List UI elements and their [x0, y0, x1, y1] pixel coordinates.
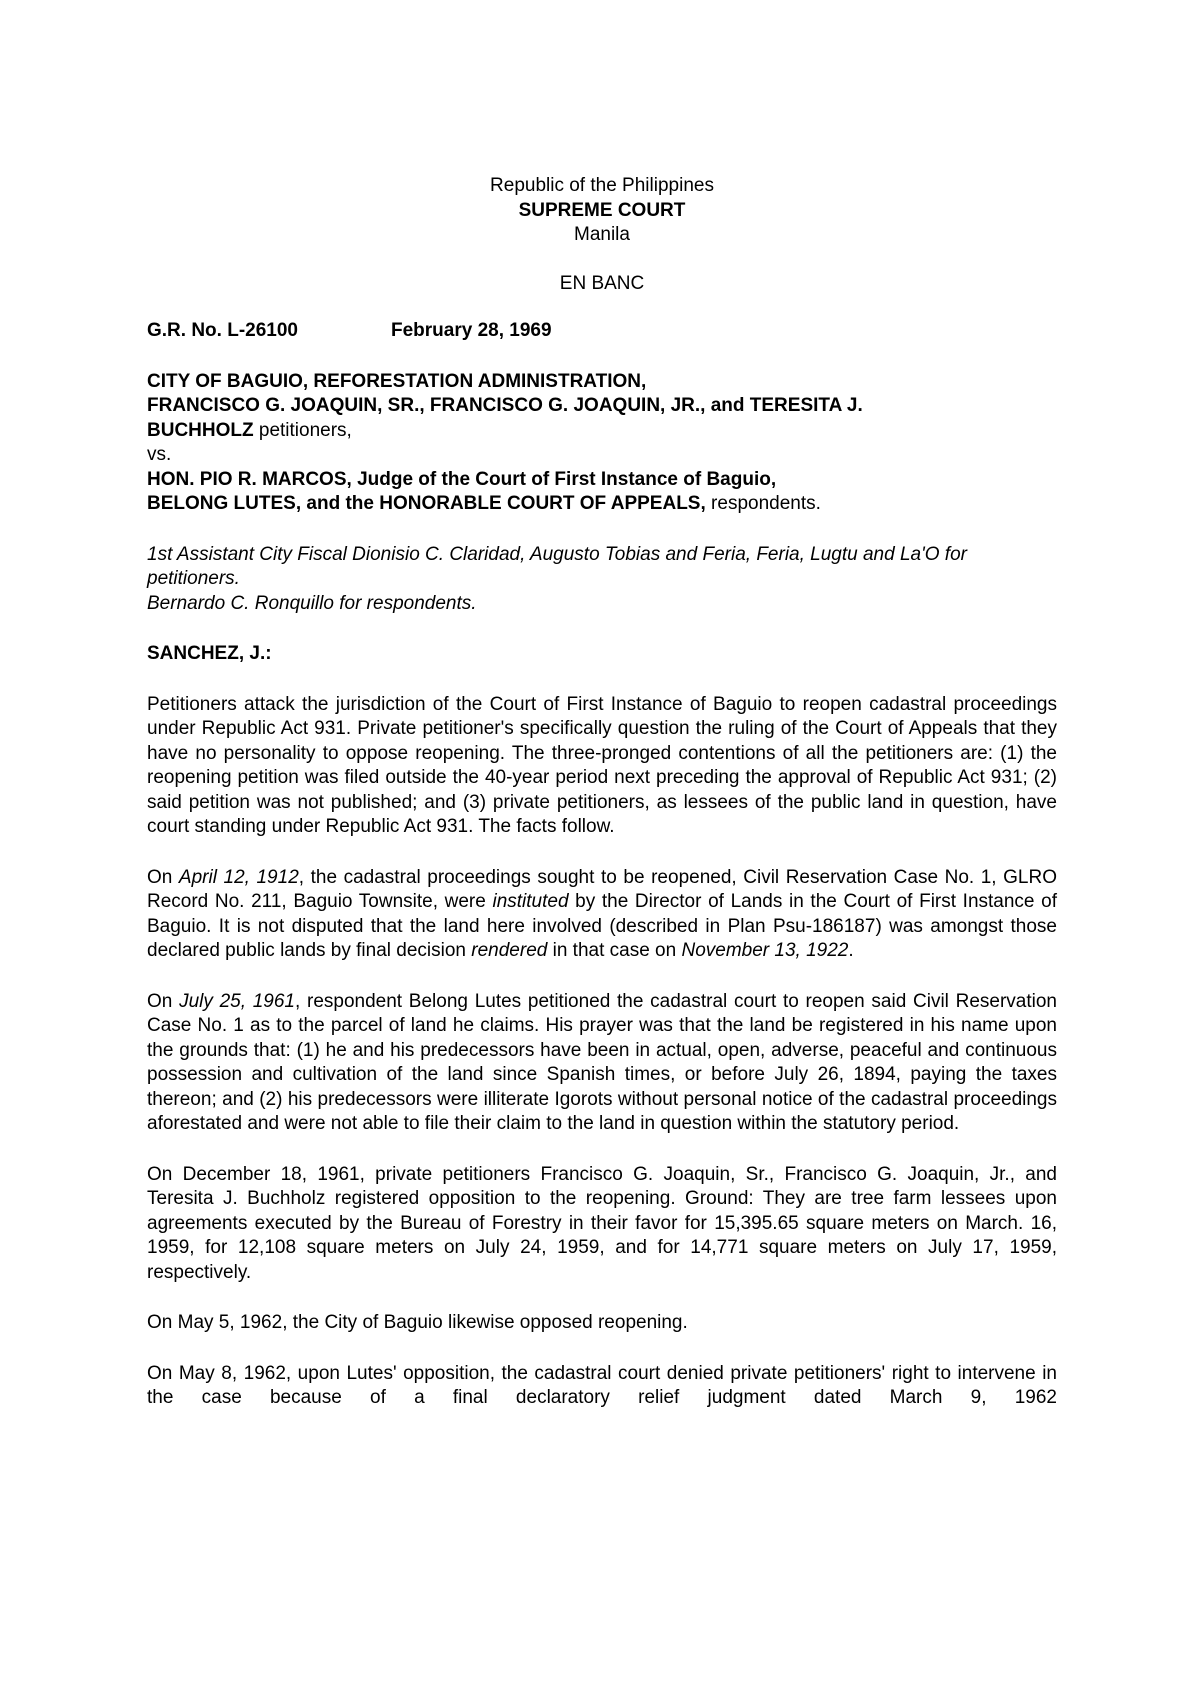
case-caption — [147, 319, 1057, 344]
respondents-line-2 — [147, 492, 1057, 517]
p3-text-2: , respondent Belong Lutes petitioned the cadastral court to reopen said Civil Reservation Case No. 1 as to the parcel of land he claims. His prayer was that the land be registered in his name upon the grounds that: (1) he and his predecessors have been in actual, open, adverse, peaceful and continuous possession and cultivation of the land since Spanish times, or before July 26, 1894, paying the taxes thereon; and (2) his predecessors were illiterate Igorots without personal notice of the cadastral proceedings aforestated and were not able to file their claim to the land in question within the statutory period. — [147, 990, 1057, 1134]
ponente: SANCHEZ, J.: — [147, 643, 272, 664]
petitioners-line-2: FRANCISCO G. JOAQUIN, SR., FRANCISCO G. JOAQUIN, JR., and TERESITA J. — [147, 395, 863, 416]
petitioners-line-3 — [147, 419, 1057, 444]
p2-text-5: . — [848, 940, 854, 961]
paragraph-3 — [147, 990, 1057, 1137]
paragraph-6: On May 8, 1962, upon Lutes' opposition, the cadastral court denied private petitioners' right to intervene in the case because of a final declaratory relief judgment dated March 9, 1962 — [147, 1362, 1057, 1408]
respondent-names: BELONG LUTES, and the HONORABLE COURT OF APPEALS, — [147, 493, 706, 514]
case-number: G.R. No. L-26100 — [147, 320, 298, 341]
court-city: Manila — [574, 224, 630, 245]
p2-date-2: November 13, 1922 — [681, 940, 849, 961]
petitioner-name: BUCHHOLZ — [147, 419, 254, 441]
p2-emph-instituted: instituted — [492, 891, 569, 912]
respondents-role: respondents. — [705, 493, 821, 514]
court-header — [147, 174, 1057, 296]
p3-date: July 25, 1961 — [179, 990, 295, 1012]
p2-text-4: in that case on — [547, 940, 682, 961]
petitioners-line-1: CITY OF BAGUIO, REFORESTATION ADMINISTRATION, — [147, 370, 647, 392]
p2-text-3: by the Director of Lands in the Court of First Instance of Baguio. It is not disputed that the land here involved (described in Plan Psu-186187) was amongst those declared public lands by final decision — [147, 891, 1057, 961]
p3-text-1: On — [147, 990, 180, 1012]
paragraph-5: On May 5, 1962, the City of Baguio likewise opposed reopening. — [147, 1312, 688, 1333]
p2-text-2: , the cadastral proceedings sought to be reopened, Civil Reservation Case No. 1, GLRO Record No. 211, Baguio Townsite, were — [147, 866, 1057, 912]
paragraph-4: On December 18, 1961, private petitioners Francisco G. Joaquin, Sr., Francisco G. Joaquin, Jr., and Teresita J. Buchholz registered opposition to the reopening. Ground: They are tree farm lessees upon agreements executed by the Bureau of Forestry in their favor for 15,395.65 square meters on March. 16, 1959, for 12,108 square meters on July 24, 1959, and for 14,771 square meters on July 17, 1959, respectively. — [147, 1163, 1057, 1283]
republic-line: Republic of the Philippines — [490, 175, 714, 196]
respondents-line-1: HON. PIO R. MARCOS, Judge of the Court of First Instance of Baguio, — [147, 468, 777, 490]
counsel-respondents: Bernardo C. Ronquillo for respondents. — [147, 592, 477, 614]
petitioners-role: petitioners, — [253, 419, 352, 441]
p2-text-1: On — [147, 866, 179, 888]
p2-date-1: April 12, 1912 — [178, 866, 299, 888]
p2-emph-rendered: rendered — [471, 940, 548, 961]
counsel-block — [147, 543, 1057, 617]
paragraph-1: Petitioners attack the jurisdiction of the Court of First Instance of Baguio to reopen cadastral proceedings under Republic Act 931. Private petitioner's specifically question the ruling of the Court of Appeals that they have no personality to oppose reopening. The three-pronged contentions of all the petitioners are: (1) the reopening petition was filed outside the 40-year period next preceding the approval of Republic Act 931; (2) said petition was not published; and (3) private petitioners, as lessees of the public land in question, have court standing under Republic Act 931. The facts follow. — [147, 693, 1057, 837]
counsel-petitioners: 1st Assistant City Fiscal Dionisio C. Claridad, Augusto Tobias and Feria, Feria, Lugtu and La'O for petitioners. — [147, 543, 967, 589]
case-date: February 28, 1969 — [391, 320, 552, 341]
document-content — [147, 174, 1057, 1437]
court-name: SUPREME COURT — [518, 199, 686, 221]
versus-label: vs. — [147, 444, 172, 465]
division-label: EN BANC — [559, 272, 645, 294]
paragraph-2 — [147, 866, 1057, 964]
parties-block — [147, 370, 1057, 517]
